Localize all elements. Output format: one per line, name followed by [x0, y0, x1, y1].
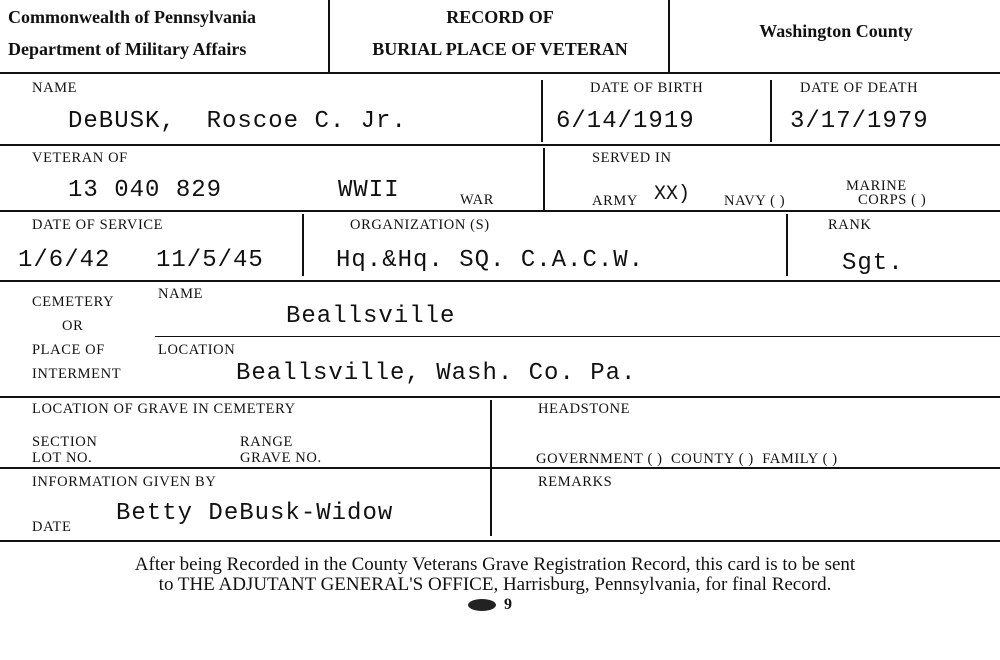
divider [0, 540, 1000, 542]
location-label: LOCATION [158, 342, 236, 358]
divider [541, 80, 543, 142]
date-of-service-label: DATE OF SERVICE [32, 217, 164, 233]
section-label: SECTION [32, 434, 98, 450]
divider [786, 214, 788, 276]
information-given-by-label: INFORMATION GIVEN BY [32, 474, 217, 490]
grave-no-label: GRAVE NO. [240, 450, 322, 466]
divider [0, 144, 1000, 146]
divider [770, 80, 772, 142]
rank-label: RANK [828, 217, 872, 233]
divider [668, 0, 670, 72]
headstone-options: GOVERNMENT ( ) COUNTY ( ) FAMILY ( ) [536, 451, 838, 467]
remarks-label: REMARKS [538, 474, 613, 490]
divider [155, 336, 1000, 337]
form-title-line1: RECORD OF [446, 7, 554, 27]
divider [0, 396, 1000, 398]
interment-label: INTERMENT [32, 366, 122, 382]
informant-value: Betty DeBusk-Widow [116, 500, 394, 527]
army-mark-value: XX) [654, 183, 691, 206]
footer-instructions-line2: to THE ADJUTANT GENERAL'S OFFICE, Harrisburg, Pennsylvania, for final Record. [158, 574, 832, 595]
war-label: WAR [460, 192, 495, 208]
headstone-label: HEADSTONE [538, 401, 631, 417]
header-left-line1: Commonwealth of Pennsylvania [8, 7, 257, 27]
range-label: RANGE [240, 434, 293, 450]
grave-location-label: LOCATION OF GRAVE IN CEMETERY [32, 401, 296, 417]
name-value: DeBUSK, Roscoe C. Jr. [68, 108, 407, 135]
date-of-birth-label: DATE OF BIRTH [590, 80, 704, 96]
service-end-value: 11/5/45 [156, 247, 264, 274]
date-label: DATE [32, 519, 72, 535]
service-number-value: 13 040 829 [68, 177, 223, 204]
veteran-of-label: VETERAN OF [32, 150, 128, 166]
service-start-value: 1/6/42 [18, 247, 111, 274]
war-value: WWII [338, 177, 400, 204]
rank-value: Sgt. [842, 250, 904, 277]
divider [0, 72, 1000, 74]
organization-label: ORGANIZATION (S) [350, 217, 490, 233]
divider [0, 467, 1000, 469]
form-number-value: 9 [504, 596, 512, 613]
date-of-death-value: 3/17/1979 [790, 108, 929, 135]
cemetery-name-label: NAME [158, 286, 204, 302]
printer-seal-icon [468, 599, 496, 611]
divider [302, 214, 304, 276]
location-value: Beallsville, Wash. Co. Pa. [236, 360, 637, 387]
marine-label-line1: MARINE [846, 178, 907, 194]
divider [543, 148, 545, 210]
served-in-label: SERVED IN [592, 150, 672, 166]
army-label: ARMY [592, 193, 638, 209]
name-label: NAME [32, 80, 78, 96]
footer-instructions-line1: After being Recorded in the County Veterans Grave Registration Record, this card is to be sent [134, 554, 856, 575]
date-of-birth-value: 6/14/1919 [556, 108, 695, 135]
form-title-line2: BURIAL PLACE OF VETERAN [372, 39, 628, 59]
lot-no-label: LOT NO. [32, 450, 93, 466]
organization-value: Hq.&Hq. SQ. C.A.C.W. [336, 247, 645, 274]
marine-label-line2: CORPS ( ) [858, 192, 927, 208]
cemetery-label: CEMETERY [32, 294, 115, 310]
divider [0, 280, 1000, 282]
header-left-line2: Department of Military Affairs [8, 39, 247, 59]
date-of-death-label: DATE OF DEATH [800, 80, 919, 96]
form-number [468, 596, 512, 614]
or-label: OR [62, 318, 84, 334]
county-name: Washington County [759, 21, 913, 41]
navy-label: NAVY ( ) [724, 193, 786, 209]
cemetery-name-value: Beallsville [286, 303, 456, 330]
divider [0, 210, 1000, 212]
place-of-label: PLACE OF [32, 342, 105, 358]
